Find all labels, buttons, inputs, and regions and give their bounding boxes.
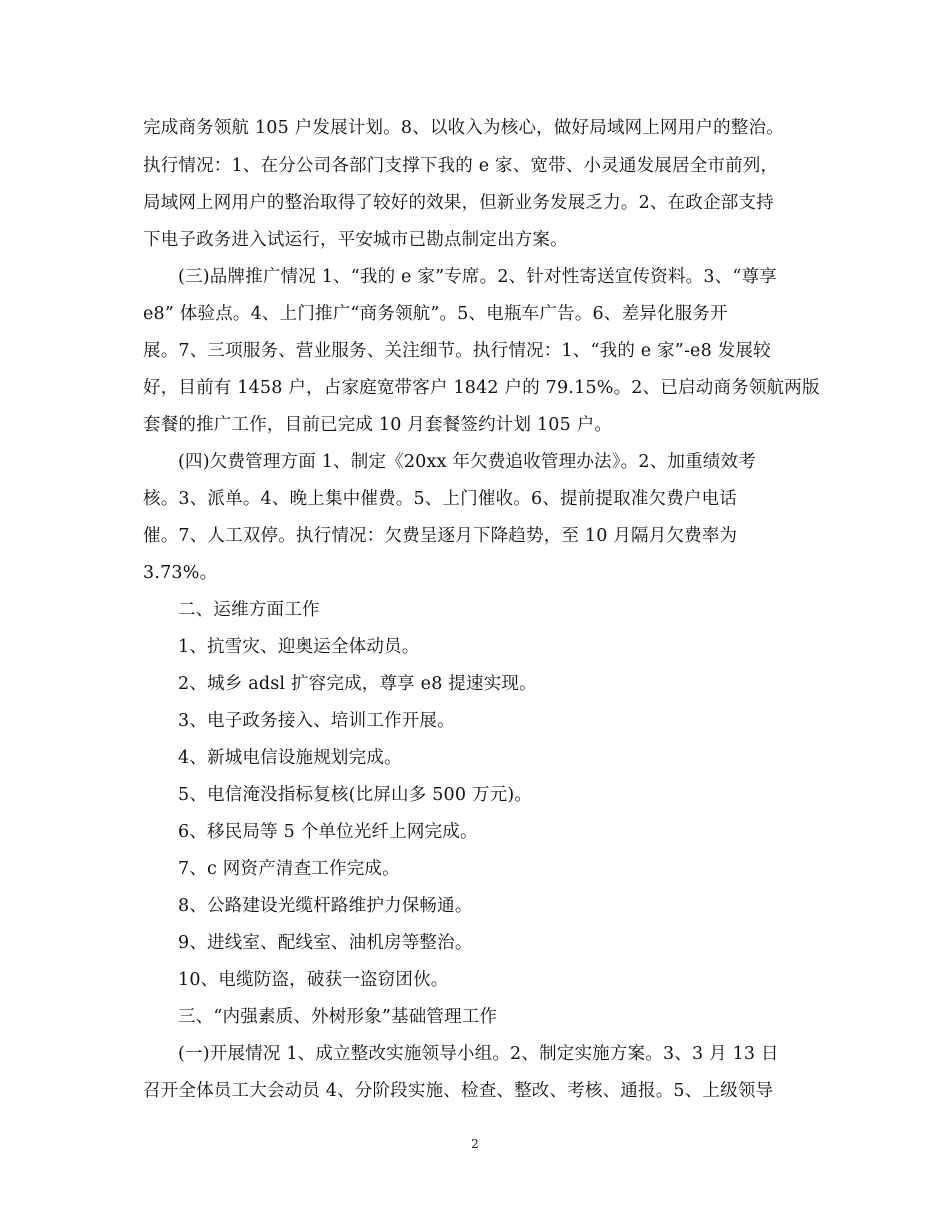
list-item: 6、移民局等 5 个单位光纤上网完成。 xyxy=(178,822,478,842)
paragraph-heading-line: (三)品牌推广情况 1、“我的 e 家”专席。2、针对性寄送宣传资料。3、“尊享 xyxy=(178,267,777,287)
paragraph-heading-line: (一)开展情况 1、成立整改实施领导小组。2、制定实施方案。3、3 月 13 日 xyxy=(178,1044,779,1064)
body-text-line: 召开全体员工大会动员 4、分阶段实施、检查、整改、考核、通报。5、上级领导 xyxy=(143,1081,774,1101)
page-number: 2 xyxy=(471,1137,479,1151)
body-text-line: 催。7、人工双停。执行情况：欠费呈逐月下降趋势，至 10 月隔月欠费率为 xyxy=(143,526,738,546)
list-item: 1、抗雪灾、迎奥运全体动员。 xyxy=(178,637,420,657)
body-text-line: 3.73%。 xyxy=(143,563,218,583)
paragraph-heading-line: (四)欠费管理方面 1、制定《20xx 年欠费追收管理办法》。2、加重绩效考 xyxy=(178,452,756,472)
body-text-line: 核。3、派单。4、晚上集中催费。5、上门催收。6、提前提取准欠费户电话 xyxy=(143,489,738,509)
list-item: 4、新城电信设施规划完成。 xyxy=(178,748,402,768)
body-text-line: 下电子政务进入试运行，平安城市已勘点制定出方案。 xyxy=(143,230,568,250)
list-item: 10、电缆防盗，破获一盗窃团伙。 xyxy=(178,970,449,990)
list-item: 3、电子政务接入、培训工作开展。 xyxy=(178,711,455,731)
list-item: 5、电信淹没指标复核(比屏山多 500 万元)。 xyxy=(178,785,533,805)
body-text-line: 完成商务领航 105 户发展计划。8、以收入为核心，做好局域网上网用户的整治。 xyxy=(143,118,784,138)
body-text-line: 好，目前有 1458 户，占家庭宽带客户 1842 户的 79.15%。2、已启动商务领航两版 xyxy=(143,378,820,398)
body-text-line: 局域网上网用户的整治取得了较好的效果，但新业务发展乏力。2、在政企部支持 xyxy=(143,193,774,213)
body-text-line: 执行情况：1、在分公司各部门支撑下我的 e 家、宽带、小灵通发展居全市前列， xyxy=(143,156,779,176)
list-item: 7、c 网资产清查工作完成。 xyxy=(178,859,400,879)
list-item: 2、城乡 adsl 扩容完成，尊享 e8 提速实现。 xyxy=(178,674,537,694)
section-heading: 三、“内强素质、外树形象”基础管理工作 xyxy=(178,1007,498,1027)
list-item: 8、公路建设光缆杆路维护力保畅通。 xyxy=(178,896,473,916)
body-text-line: 套餐的推广工作，目前已完成 10 月套餐签约计划 105 户。 xyxy=(143,415,613,435)
body-text-line: 展。7、三项服务、营业服务、关注细节。执行情况：1、“我的 e 家”-e8 发展较 xyxy=(143,341,771,361)
body-text-line: e8” 体验点。4、上门推广“商务领航”。5、电瓶车广告。6、差异化服务开 xyxy=(143,304,728,324)
list-item: 9、进线室、配线室、油机房等整治。 xyxy=(178,933,473,953)
section-heading: 二、运维方面工作 xyxy=(178,600,320,620)
